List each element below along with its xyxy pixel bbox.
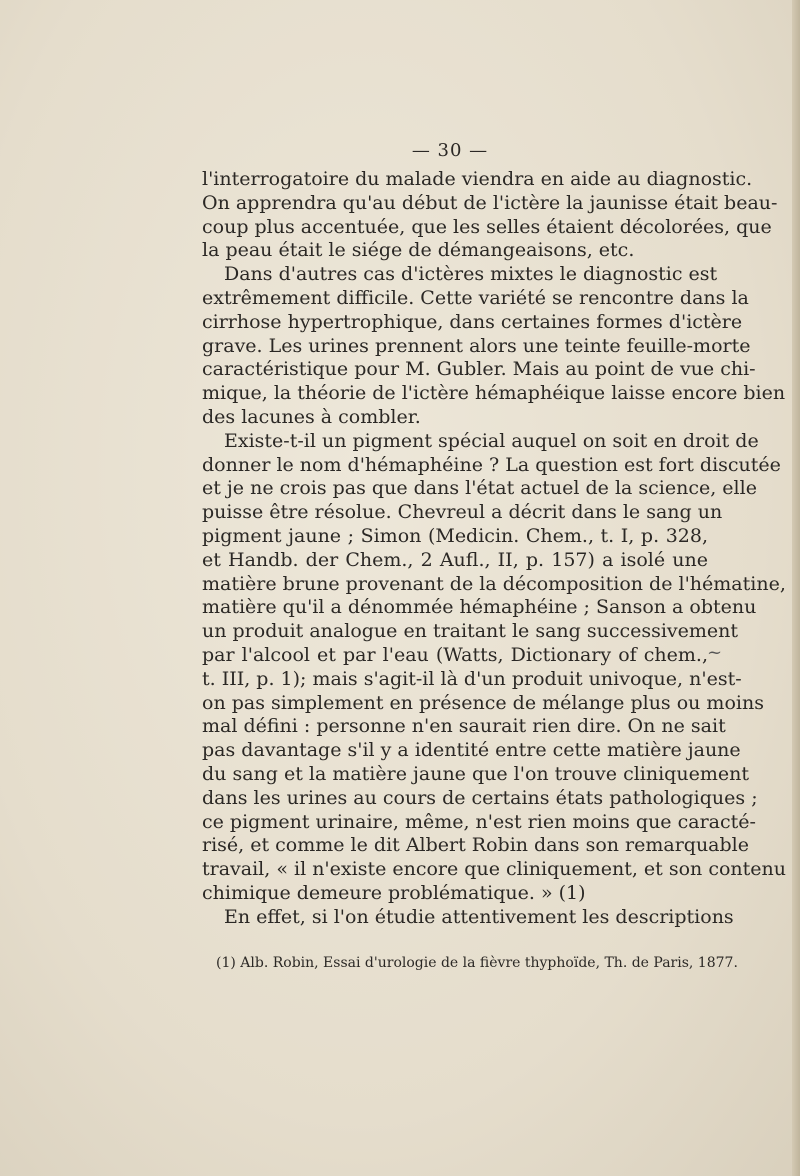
text-line: dans les urines au cours de certains états pathologiques ; <box>202 786 758 809</box>
text-line: un produit analogue en traitant le sang successivement <box>202 620 739 643</box>
text-line: matière qu'il a dénommée hémaphéine ; Sanson a obtenu <box>202 596 757 619</box>
margin-pencil-mark: ~ <box>707 642 723 663</box>
text-line: mal défini : personne n'en saurait rien dire. On ne sait <box>202 715 726 738</box>
text-line: des lacunes à combler. <box>202 405 421 428</box>
text-line: donner le nom d'hémaphéine ? La question est fort discutée <box>202 453 781 476</box>
text-line: on pas simplement en présence de mélange plus ou moins <box>202 691 764 714</box>
text-line: puisse être résolue. Chevreul a décrit dans le sang un <box>202 501 723 524</box>
text-line: mique, la théorie de l'ictère hémaphéique laisse encore bien <box>202 382 786 405</box>
text-line: On apprendra qu'au début de l'ictère la jaunisse était beau- <box>202 191 778 214</box>
text-line: Dans d'autres cas d'ictères mixtes le diagnostic est <box>224 263 718 286</box>
text-line: travail, « il n'existe encore que cliniquement, et son contenu <box>202 858 786 881</box>
text-line: caractéristique pour M. Gubler. Mais au point de vue chi- <box>202 358 756 381</box>
text-line: pas davantage s'il y a identité entre cette matière jaune <box>202 739 741 762</box>
footnote: (1) Alb. Robin, Essai d'urologie de la fièvre thyphoïde, Th. de Paris, 1877. <box>216 955 738 971</box>
text-line: En effet, si l'on étudie attentivement les descriptions <box>224 905 734 928</box>
text-line: du sang et la matière jaune que l'on trouve cliniquement <box>202 762 749 785</box>
page-number: — 30 — <box>411 140 489 161</box>
text-line: l'interrogatoire du malade viendra en aide au diagnostic. <box>202 168 753 190</box>
text-line: chimique demeure problématique. » (1) <box>202 881 586 904</box>
text-line: risé, et comme le dit Albert Robin dans son remarquable <box>202 834 749 857</box>
text-line: matière brune provenant de la décomposition de l'hématine, <box>202 572 786 595</box>
text-line: grave. Les urines prennent alors une teinte feuille-morte <box>202 334 751 357</box>
text-line: par l'alcool et par l'eau (Watts, Dictionary of chem., <box>202 643 708 666</box>
text-line: Existe-t-il un pigment spécial auquel on soit en droit de <box>224 429 759 452</box>
text-line: t. III, p. 1); mais s'agit-il là d'un produit univoque, n'est- <box>202 667 742 690</box>
text-line: cirrhose hypertrophique, dans certaines formes d'ictère <box>202 310 743 333</box>
text-line: et je ne crois pas que dans l'état actuel de la science, elle <box>202 477 757 500</box>
text-line: la peau était le siége de démangeaisons, etc. <box>202 239 635 262</box>
text-line: pigment jaune ; Simon (Medicin. Chem., t. I, p. 328, <box>202 524 708 547</box>
body-text <box>202 168 786 930</box>
text-line: ce pigment urinaire, même, n'est rien moins que caracté- <box>202 810 756 833</box>
page-edge-shadow <box>792 0 800 1176</box>
text-line: coup plus accentuée, que les selles étaient décolorées, que <box>202 215 772 238</box>
text-line: extrêmement difficile. Cette variété se rencontre dans la <box>202 286 749 309</box>
text-line: et Handb. der Chem., 2 Aufl., II, p. 157) a isolé une <box>202 548 708 571</box>
